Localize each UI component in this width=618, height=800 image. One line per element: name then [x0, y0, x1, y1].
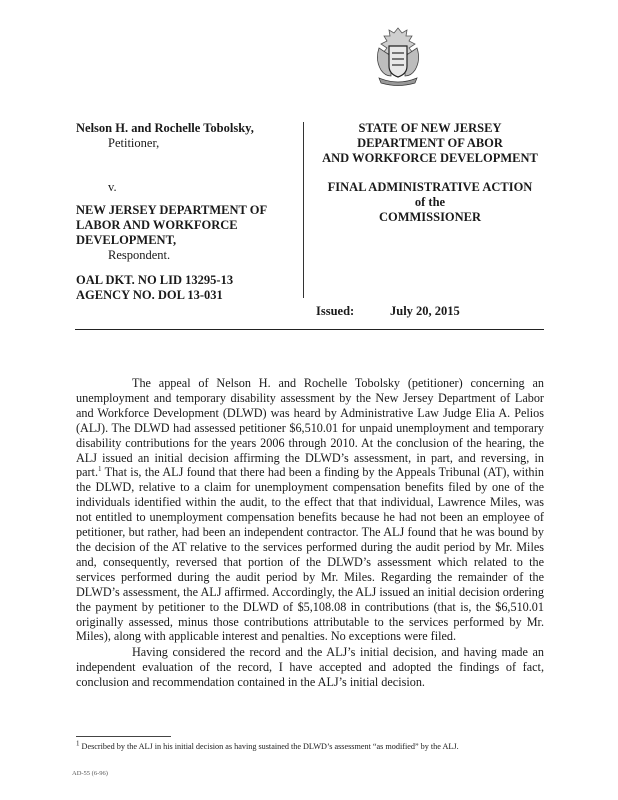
state-seal [371, 26, 425, 86]
respondent-line-3: DEVELOPMENT, [76, 233, 177, 247]
paragraph-1-text-b: That is, the ALJ found that there had been a finding by the Appeals Tribunal (AT), within the DLWD, relative to a claim for unemployment compensation benefits filed by one of the individuals identified within the audit, to the effect that that individual, Lawrence Miles, was not entitled to unemployment compensation benefits because he had not been an employee of petitioner, but rather, had been an independent contractor. The ALJ found that he was bound by the decision of the AT relative to the services performed during the audit period by Mr. Miles and, consequently, reversed that portion of the DLWD’s assessment which related to the services performed during the audit period by Mr. Miles. Regarding the remainder of the DLWD’s assessment, the ALJ affirmed. Accordingly, the ALJ issued an initial decision ordering the payment by petitioner to the DLWD of $5,108.08 in contributions (that is, the $6,510.01 originally assessed, minus those contributions attributable to the services performed by Mr. Miles), along with applicable interest and penalties. No exceptions were filed. [76, 465, 544, 644]
respondent-role: Respondent. [108, 248, 171, 262]
footnote-separator [76, 736, 171, 737]
versus-label: v. [108, 180, 117, 194]
action-title-line-1: FINAL ADMINISTRATIVE ACTION [327, 180, 533, 194]
agency-header-line-2: DEPARTMENT OF ABOR [357, 136, 503, 150]
footnote [76, 739, 546, 752]
issued-date: July 20, 2015 [390, 304, 460, 318]
footnote-reference: 1 [98, 465, 102, 474]
agency-number: AGENCY NO. DOL 13-031 [76, 288, 223, 302]
form-number: AD-55 (6-96) [72, 770, 108, 777]
agency-header-line-3: AND WORKFORCE DEVELOPMENT [322, 151, 538, 165]
footnote-text: Described by the ALJ in his initial decision as having sustained the DLWD’s assessment “as modified” by the ALJ. [79, 742, 459, 751]
footnote-marker: 1 [76, 739, 80, 748]
caption-divider [303, 122, 304, 298]
petitioner-name: Nelson H. and Rochelle Tobolsky, [76, 121, 254, 135]
petitioner-role: Petitioner, [108, 136, 160, 150]
seal-image [371, 26, 425, 86]
agency-header-line-1: STATE OF NEW JERSEY [358, 121, 502, 135]
body-paragraph-1 [76, 376, 544, 644]
body-paragraph-2: Having considered the record and the ALJ’s initial decision, and having made an independent evaluation of the record, I have accepted and adopted the findings of fact, conclusion and recommendation contained in the ALJ’s initial decision. [76, 645, 544, 689]
respondent-line-1: NEW JERSEY DEPARTMENT OF [76, 203, 268, 217]
oal-docket-number: OAL DKT. NO LID 13295-13 [76, 273, 234, 287]
action-title-line-2: of the [414, 195, 446, 209]
header-rule [75, 329, 544, 330]
respondent-line-2: LABOR AND WORKFORCE [76, 218, 238, 232]
action-title-line-3: COMMISSIONER [378, 210, 482, 224]
issued-label: Issued: [316, 304, 355, 318]
paragraph-1-text-a: The appeal of Nelson H. and Rochelle Tobolsky (petitioner) concerning an unemployment and temporary disability assessment by the New Jersey Department of Labor and Workforce Development (DLWD) was heard by Administrative Law Judge Elia A. Pelios (ALJ). The DLWD had assessed petitioner $6,510.01 for unpaid unemployment and temporary disability contributions for the years 2006 through 2010. At the conclusion of the hearing, the ALJ issued an initial decision affirming the DLWD’s assessment, in part, and reversing, in part. [76, 376, 544, 480]
